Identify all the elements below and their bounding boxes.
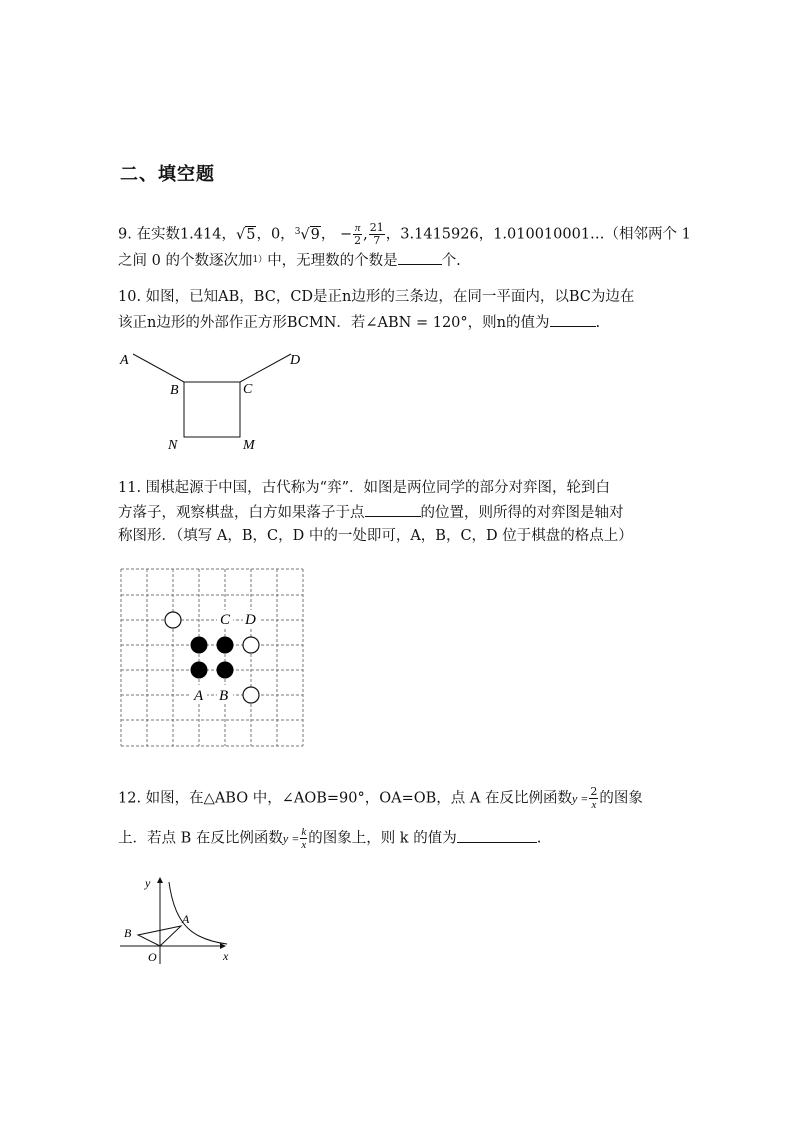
q9-line2-c: 中，无理数的个数是 [267,253,398,269]
q9-prefix: 在实数1.414， [136,226,236,243]
q12-line1-a: 如图，在△ABO 中，∠AOB=90°，OA=OB，点 A 在反比例函数 [145,790,572,807]
q9-sep2: ， [320,226,336,243]
black-stone [217,637,234,654]
q11-line1-text: 围棋起源于中国，古代称为“弈”．如图是两位同学的部分对弈图，轮到白 [145,480,610,496]
q9-line2-a: 之间 0 的个数逐次加 [118,253,253,269]
black-stone [191,637,208,654]
black-stone [191,662,208,679]
q9-answer-blank[interactable] [398,250,442,265]
q9-cbrt9: √9 [300,226,320,243]
q9-number: 9. [118,226,132,243]
q10-line2-text: 该正n边形的外部作正方形BCMN．若∠ABN = 120°，则n的值为 [118,315,550,331]
q10-line2-end: . [595,315,601,331]
q10-line1-text: 如图，已知AB，BC，CD是正n边形的三条边，在同一平面内，以BC为边在 [145,289,635,305]
q12-label-b: B [124,926,132,940]
q10-label-a: A [120,353,129,368]
q9-neg: − [340,226,353,243]
q9-sep1: ，0， [256,226,295,243]
q12-line2-end: . [536,830,542,847]
q10-number: 10. [118,289,142,305]
white-stone [165,612,181,628]
q11-go-board [118,566,308,750]
black-stone [217,662,234,679]
q12-hyperbola-curve [169,882,227,944]
q11-number: 11. [118,480,142,496]
q9-line2-d: 个. [441,253,461,269]
q9-line-1: 9. 在实数1.414，√5，0，$^3$√9， − $\frac{\pi}{2}$ , $\frac{21}{7}$ ，3.1415926，1.010010001…（相邻两个 1 [118,221,691,247]
q11-label-b: B [219,688,229,704]
q12-line2-b: 的图象上，则 k 的值为 [308,830,457,847]
q10-square-bcmn [184,382,240,437]
q9-pi-fraction: $\frac{\pi}{2}$ [354,222,362,247]
q10-label-d: D [290,353,301,368]
white-stone [243,687,259,703]
q11-line2-a: 方落子，观察棋盘，白方如果落子于点 [118,505,365,521]
section-heading: 二、填空题 [120,164,215,185]
q12-function2-fraction: $\frac{k}{x}$ [301,826,307,851]
q11-line-1 [118,478,610,498]
q12-line2-a: 上．若点 B 在反比例函数 [118,830,283,847]
q9-line2-b: 1） [252,255,268,265]
q10-label-n: N [168,438,178,453]
q10-label-c: C [243,382,253,397]
q12-line-2 [118,826,541,851]
q10-figure [110,345,310,455]
q10-answer-blank[interactable] [550,312,596,327]
q9-cbrt-index: 3 [294,227,301,237]
q12-function2-lhs: y = [282,831,300,846]
q11-grid [121,569,303,746]
q12-label-o: O [148,950,157,964]
q9-line-2 [118,250,461,271]
q12-line1-b: 的图象 [599,790,643,807]
q12-label-y: y [145,876,151,890]
q10-edge-ab [133,354,184,382]
q10-line-1 [118,287,634,307]
q12-line-1 [118,786,643,811]
q12-figure [115,872,245,967]
q11-line-3 [118,526,633,546]
q9-rest: ，3.1415926，1.010010001…（相邻两个 1 [385,226,691,243]
q11-label-c: C [220,612,231,628]
q11-label-d: D [245,612,256,628]
q10-label-b: B [170,383,179,398]
q11-label-a: A [194,688,204,704]
q12-function1-lhs: y = [571,791,589,806]
q11-line-2 [118,502,624,523]
q10-edge-cd [240,354,291,382]
q11-line3-text: 称图形．（填写 A，B，C，D 中的一处即可，A，B，C，D 位于棋盘的格点上） [118,528,633,544]
q10-line-2 [118,312,600,333]
q12-function1-fraction: $\frac{2}{x}$ [590,785,598,811]
q11-line2-b: 的位置，则所得的对弈图是轴对 [420,505,624,521]
q9-fraction-21-7: $\frac{21}{7}$ [369,221,384,247]
white-stone [243,637,259,653]
q12-label-x: x [223,949,229,963]
q12-number: 12. [118,790,142,807]
q9-sqrt5: √5 [235,226,256,243]
q12-label-a: A [182,912,190,926]
q11-answer-blank[interactable] [365,502,421,517]
q10-label-m: M [243,438,255,453]
q12-answer-blank[interactable] [457,828,537,843]
